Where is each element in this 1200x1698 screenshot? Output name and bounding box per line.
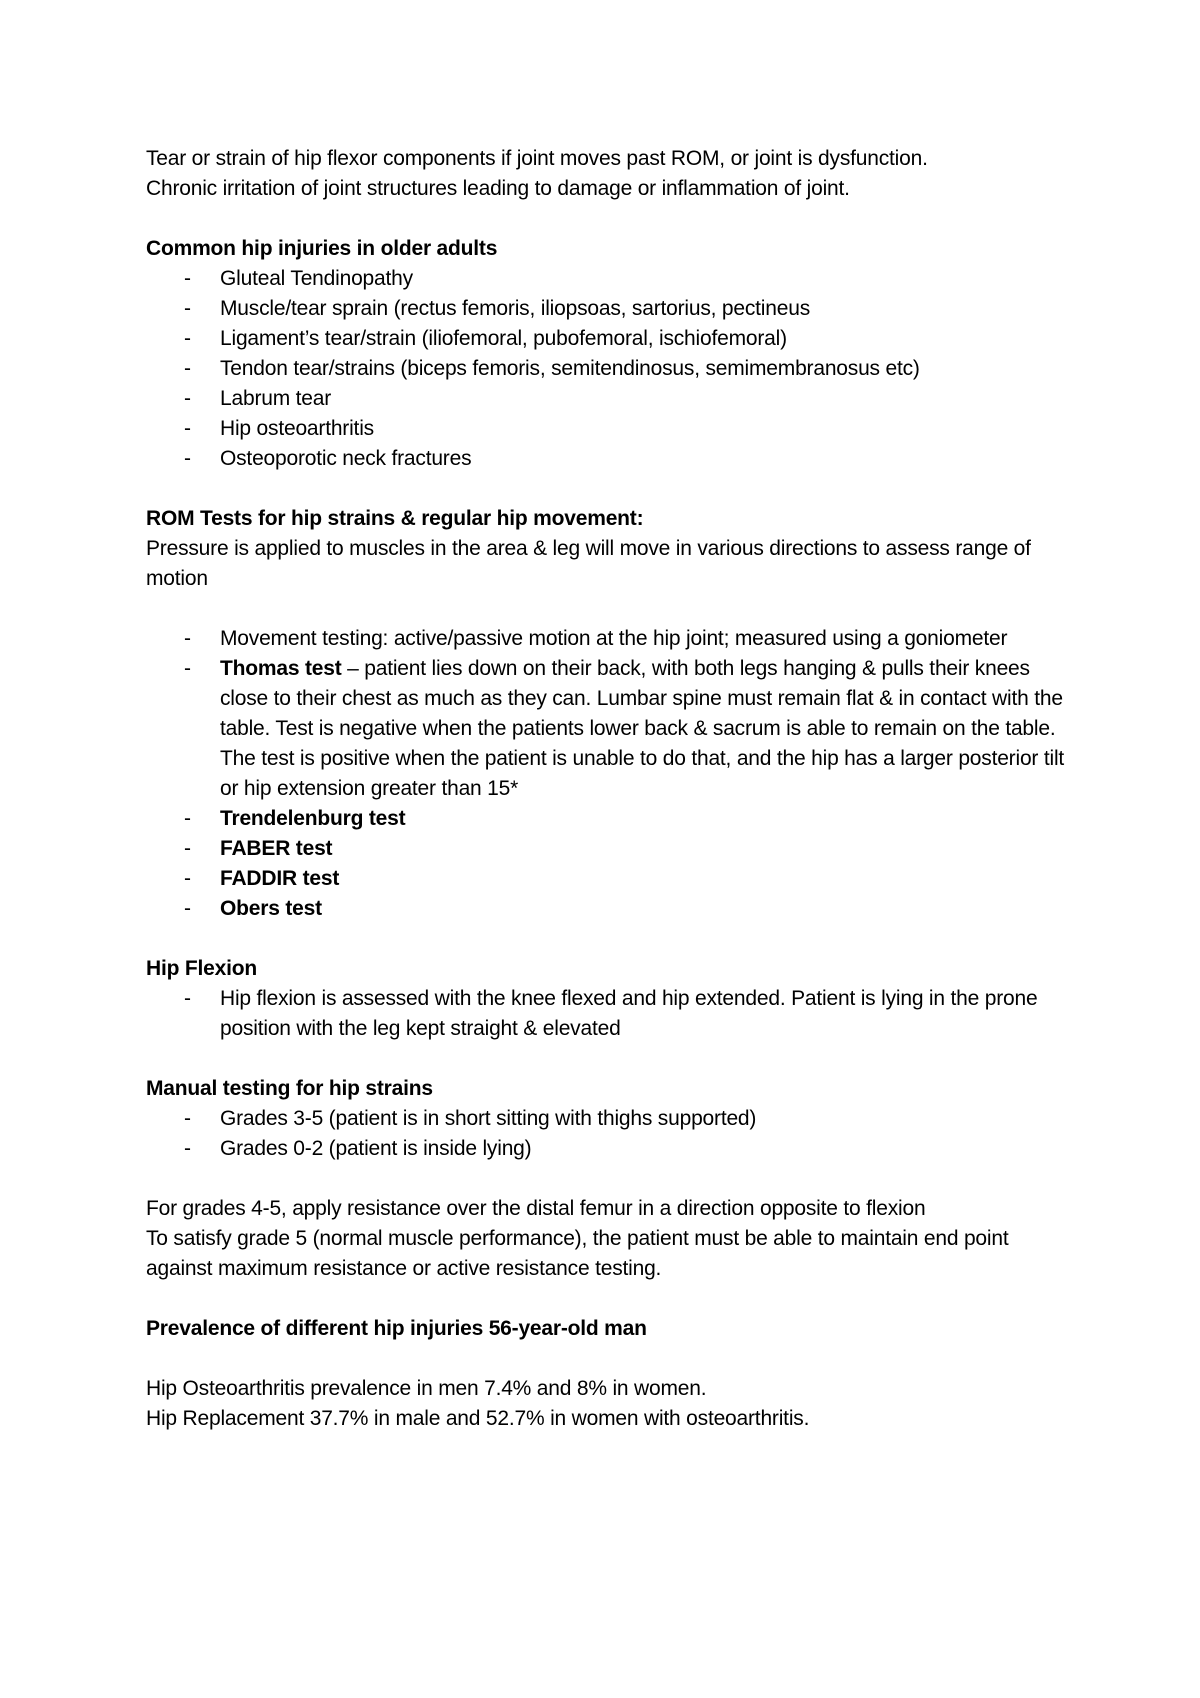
list-item <box>146 894 1076 924</box>
prevalence-heading: Prevalence of different hip injuries 56-year-old man <box>146 1317 647 1340</box>
list-item-text: Muscle/tear sprain (rectus femoris, iliopsoas, sartorius, pectineus <box>220 297 811 320</box>
list-item-text: Grades 0-2 (patient is inside lying) <box>220 1137 532 1160</box>
list-item <box>146 1104 1076 1134</box>
list-item <box>146 324 1076 354</box>
common-injuries-heading: Common hip injuries in older adults <box>146 237 498 260</box>
list-item-text: Gluteal Tendinopathy <box>220 267 413 290</box>
dash-bullet: - <box>184 867 191 890</box>
dash-bullet: - <box>184 357 191 380</box>
dash-bullet: - <box>184 1107 191 1130</box>
rom-tests-list <box>146 624 1076 924</box>
dash-bullet: - <box>184 297 191 320</box>
intro-line-2: Chronic irritation of joint structures leading to damage or inflammation of joint. <box>146 177 850 200</box>
list-item-text: Hip osteoarthritis <box>220 417 374 440</box>
obers-test-label: Obers test <box>220 897 322 920</box>
list-item-text: Ligament’s tear/strain (iliofemoral, pubofemoral, ischiofemoral) <box>220 327 787 350</box>
spacer <box>146 594 1076 624</box>
dash-bullet: - <box>184 387 191 410</box>
rom-tests-description: Pressure is applied to muscles in the area & leg will move in various directions to assess range of motion <box>146 537 1031 590</box>
spacer <box>146 1164 1076 1194</box>
list-item-text: Hip flexion is assessed with the knee flexed and hip extended. Patient is lying in the prone position with the leg kept straight & elevated <box>220 987 1038 1040</box>
list-item <box>146 264 1076 294</box>
list-item-text: Grades 3-5 (patient is in short sitting with thighs supported) <box>220 1107 757 1130</box>
dash-bullet: - <box>184 807 191 830</box>
trendelenburg-test-label: Trendelenburg test <box>220 807 406 830</box>
hip-flexion-heading: Hip Flexion <box>146 957 257 980</box>
hip-flexion-list <box>146 984 1076 1044</box>
movement-testing-text: Movement testing: active/passive motion at the hip joint; measured using a goniometer <box>220 627 1008 650</box>
spacer <box>146 1344 1076 1374</box>
dash-bullet: - <box>184 1137 191 1160</box>
list-item <box>146 984 1076 1044</box>
prevalence-line-2: Hip Replacement 37.7% in male and 52.7% in women with osteoarthritis. <box>146 1407 810 1430</box>
dash-bullet: - <box>184 657 191 680</box>
dash-bullet: - <box>184 417 191 440</box>
document-page <box>146 144 1076 1434</box>
grades-line-1: For grades 4-5, apply resistance over the distal femur in a direction opposite to flexion <box>146 1197 926 1220</box>
dash-bullet: - <box>184 447 191 470</box>
list-item <box>146 414 1076 444</box>
list-item <box>146 804 1076 834</box>
rom-tests-heading: ROM Tests for hip strains & regular hip movement: <box>146 507 644 530</box>
dash-bullet: - <box>184 627 191 650</box>
list-item-text: Tendon tear/strains (biceps femoris, semitendinosus, semimembranosus etc) <box>220 357 920 380</box>
list-item <box>146 864 1076 894</box>
faddir-test-label: FADDIR test <box>220 867 340 890</box>
spacer <box>146 474 1076 504</box>
thomas-test-label: Thomas test <box>220 657 342 680</box>
list-item-text: Labrum tear <box>220 387 332 410</box>
list-item <box>146 654 1076 804</box>
spacer <box>146 1284 1076 1314</box>
spacer <box>146 204 1076 234</box>
intro-line-1: Tear or strain of hip flexor components if joint moves past ROM, or joint is dysfunction. <box>146 147 928 170</box>
prevalence-line-1: Hip Osteoarthritis prevalence in men 7.4% and 8% in women. <box>146 1377 707 1400</box>
list-item <box>146 1134 1076 1164</box>
dash-bullet: - <box>184 987 191 1010</box>
list-item <box>146 444 1076 474</box>
spacer <box>146 1044 1076 1074</box>
thomas-test-text: – patient lies down on their back, with both legs hanging & pulls their knees close to their chest as much as they can. Lumbar spine must remain flat & in contact with the table. Test is negative when the patients lower back & sacrum is able to remain on the table. The test is positive when the patient is unable to do that, and the hip has a larger posterior tilt or hip extension greater than 15* <box>220 657 1065 800</box>
list-item <box>146 294 1076 324</box>
dash-bullet: - <box>184 327 191 350</box>
list-item <box>146 384 1076 414</box>
spacer <box>146 924 1076 954</box>
list-item-text: Osteoporotic neck fractures <box>220 447 472 470</box>
list-item <box>146 354 1076 384</box>
dash-bullet: - <box>184 267 191 290</box>
faber-test-label: FABER test <box>220 837 333 860</box>
manual-testing-heading: Manual testing for hip strains <box>146 1077 433 1100</box>
common-injuries-list <box>146 264 1076 474</box>
list-item <box>146 834 1076 864</box>
dash-bullet: - <box>184 897 191 920</box>
manual-testing-list <box>146 1104 1076 1164</box>
list-item <box>146 624 1076 654</box>
grades-line-2: To satisfy grade 5 (normal muscle performance), the patient must be able to maintain end point against maximum resistance or active resistance testing. <box>146 1227 1009 1280</box>
dash-bullet: - <box>184 837 191 860</box>
